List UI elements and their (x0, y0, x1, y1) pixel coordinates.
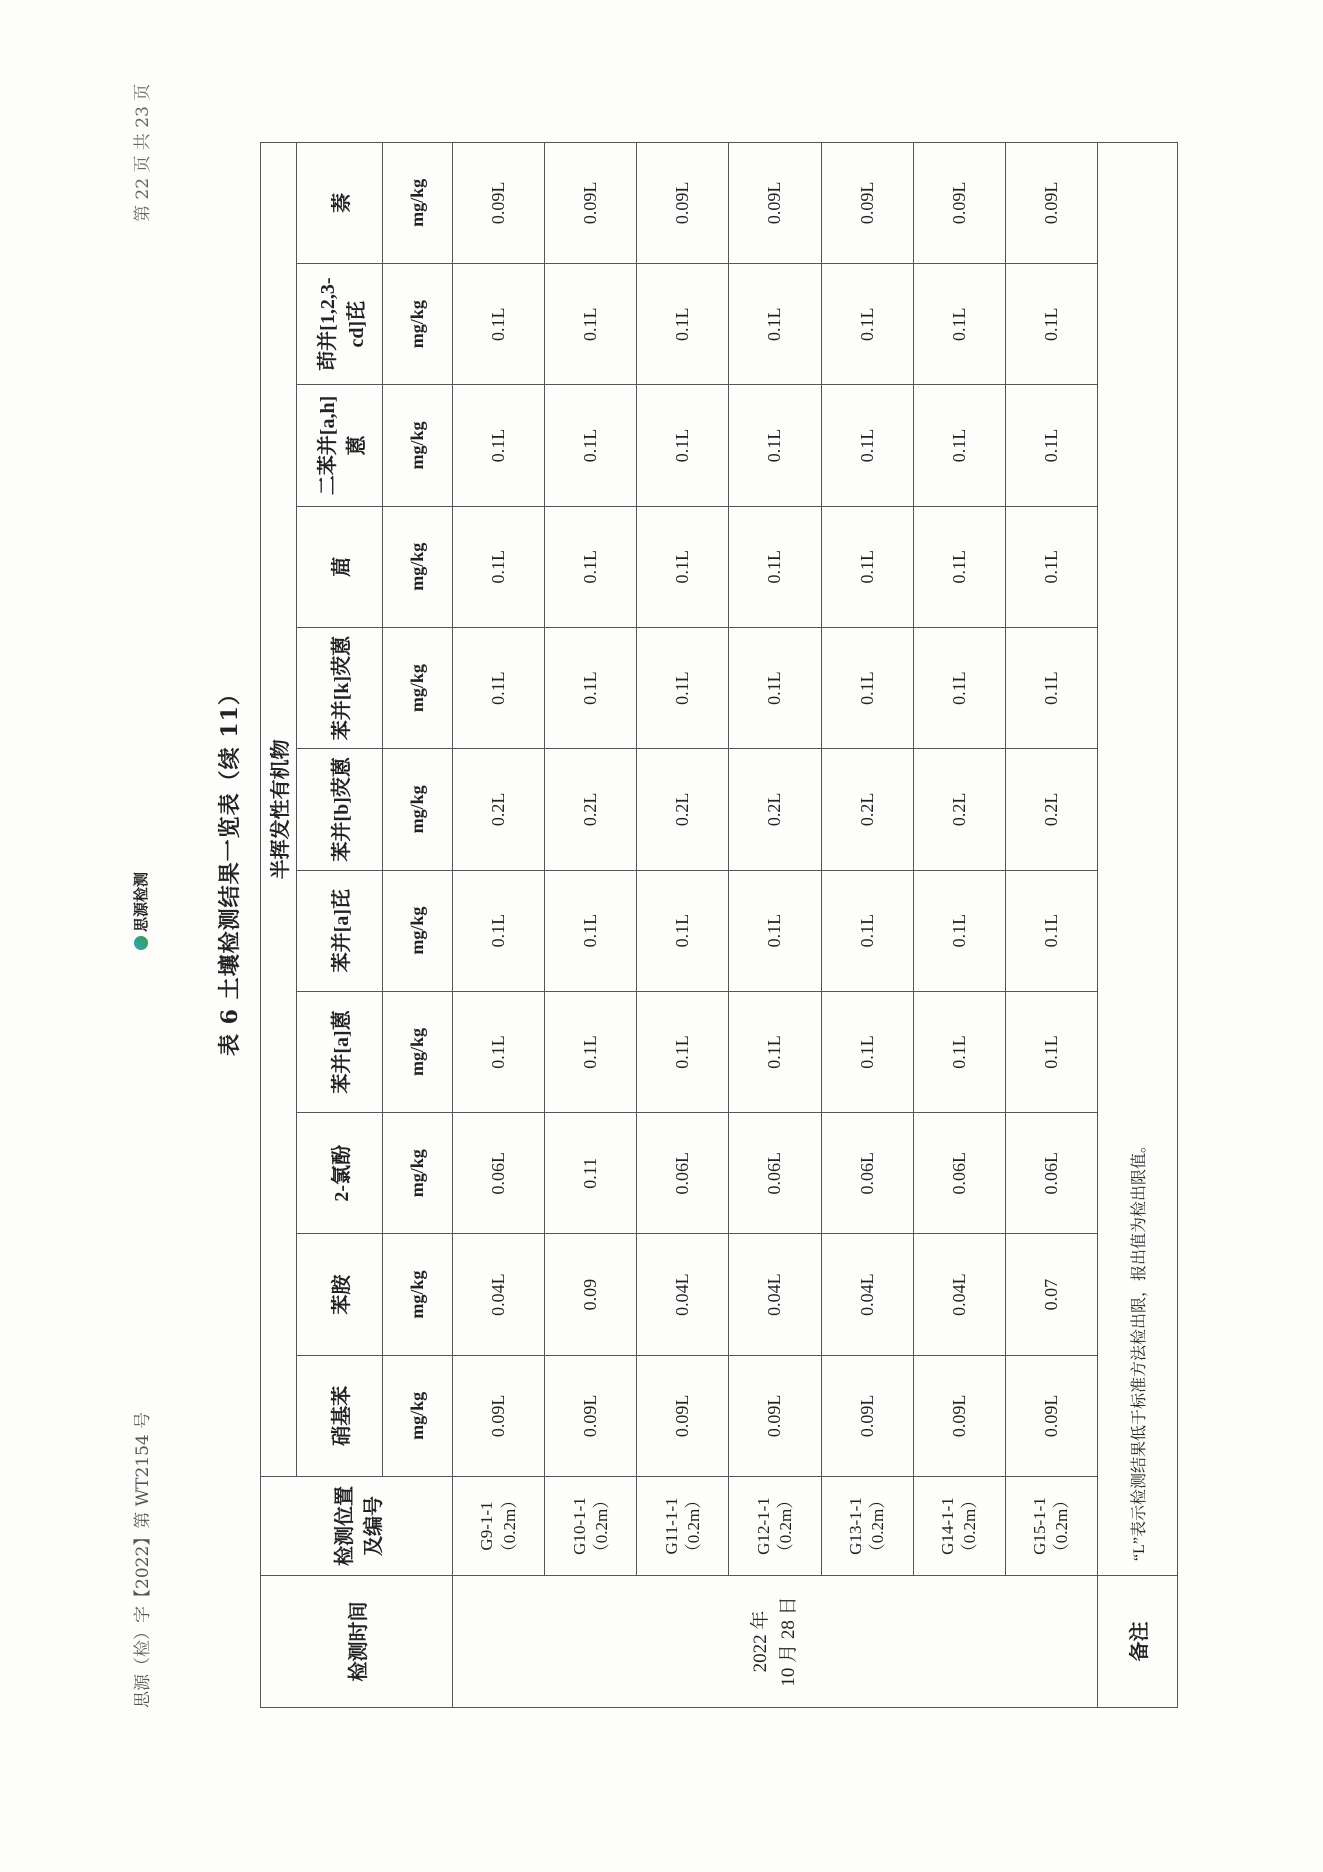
analyte-header: 苯并[a]芘 (297, 870, 383, 991)
value-cell: 0.1L (545, 991, 637, 1112)
header-group-label: 半挥发性有机物 (261, 142, 297, 1476)
analyte-header: 苯并[b]荧蒽 (297, 749, 383, 870)
value-cell: 0.2L (913, 749, 1005, 870)
value-cell: 0.2L (545, 749, 637, 870)
value-cell: 0.1L (545, 870, 637, 991)
logo-icon (134, 936, 148, 950)
value-cell: 0.1L (913, 385, 1005, 506)
value-cell: 0.1L (545, 506, 637, 627)
sample-depth: （0.2m） (960, 1491, 980, 1561)
value-cell: 0.1L (453, 991, 545, 1112)
header-detection-time: 检测时间 (261, 1576, 453, 1708)
value-cell: 0.06L (729, 1113, 821, 1234)
value-cell: 0.06L (1005, 1113, 1097, 1234)
value-cell: 0.1L (637, 870, 729, 991)
table-row (729, 142, 821, 1707)
location-cell (729, 1477, 821, 1576)
value-cell: 0.07 (1005, 1234, 1097, 1355)
table-row (913, 142, 1005, 1707)
table-row (637, 142, 729, 1707)
results-body (453, 142, 1098, 1707)
value-cell: 0.1L (913, 627, 1005, 748)
unit-cell: mg/kg (383, 991, 453, 1112)
value-cell: 0.06L (821, 1113, 913, 1234)
date-month-day: 10 月 28 日 (778, 1596, 799, 1687)
location-cell (821, 1477, 913, 1576)
value-cell: 0.09L (821, 142, 913, 263)
results-table (260, 142, 1178, 1708)
value-cell: 0.1L (1005, 627, 1097, 748)
note-label: 备注 (1098, 1576, 1178, 1708)
value-cell: 0.06L (453, 1113, 545, 1234)
value-cell: 0.1L (913, 991, 1005, 1112)
value-cell: 0.2L (637, 749, 729, 870)
value-cell: 0.1L (821, 506, 913, 627)
value-cell: 0.04L (453, 1234, 545, 1355)
value-cell: 0.1L (821, 991, 913, 1112)
results-table-container (260, 143, 1178, 1708)
logo-text: 思源检测 (132, 871, 150, 932)
value-cell: 0.04L (637, 1234, 729, 1355)
value-cell: 0.09L (729, 1355, 821, 1476)
page-number: 第 22 页 共 23 页 (133, 83, 153, 222)
value-cell: 0.04L (821, 1234, 913, 1355)
location-cell (545, 1477, 637, 1576)
value-cell: 0.1L (1005, 385, 1097, 506)
value-cell: 0.1L (1005, 264, 1097, 385)
table-row (821, 142, 913, 1707)
value-cell: 0.09L (1005, 142, 1097, 263)
analyte-header: 茚并[1,2,3-cd]芘 (297, 264, 383, 385)
value-cell: 0.09L (453, 142, 545, 263)
value-cell: 0.1L (821, 264, 913, 385)
value-cell: 0.1L (637, 506, 729, 627)
value-cell: 0.09L (545, 1355, 637, 1476)
value-cell: 0.1L (729, 627, 821, 748)
company-logo (130, 872, 151, 950)
unit-cell: mg/kg (383, 142, 453, 263)
value-cell: 0.09 (545, 1234, 637, 1355)
sample-id: G9-1-1 (477, 1501, 497, 1551)
value-cell: 0.1L (545, 264, 637, 385)
value-cell: 0.2L (729, 749, 821, 870)
value-cell: 0.1L (637, 385, 729, 506)
value-cell: 0.04L (729, 1234, 821, 1355)
sample-depth: （0.2m） (499, 1491, 519, 1561)
value-cell: 0.09L (913, 142, 1005, 263)
value-cell: 0.1L (453, 385, 545, 506)
value-cell: 0.1L (913, 506, 1005, 627)
value-cell: 0.09L (453, 1355, 545, 1476)
detection-date (453, 1576, 1098, 1708)
value-cell: 0.1L (1005, 506, 1097, 627)
sample-depth: （0.2m） (775, 1491, 795, 1561)
value-cell: 0.06L (637, 1113, 729, 1234)
value-cell: 0.1L (729, 264, 821, 385)
value-cell: 0.09L (637, 142, 729, 263)
unit-cell: mg/kg (383, 1113, 453, 1234)
unit-cell: mg/kg (383, 627, 453, 748)
value-cell: 0.1L (729, 991, 821, 1112)
analyte-header: 二苯并[a,h]蒽 (297, 385, 383, 506)
unit-cell: mg/kg (383, 506, 453, 627)
value-cell: 0.2L (821, 749, 913, 870)
sample-id: G14-1-1 (938, 1497, 958, 1555)
value-cell: 0.1L (453, 506, 545, 627)
value-cell: 0.09L (637, 1355, 729, 1476)
value-cell: 0.09L (913, 1355, 1005, 1476)
unit-header-row (383, 142, 453, 1707)
analyte-header: 萘 (297, 142, 383, 263)
value-cell: 0.1L (545, 385, 637, 506)
analyte-header: 苯胺 (297, 1234, 383, 1355)
analyte-header: 苯并[k]荧蒽 (297, 627, 383, 748)
value-cell: 0.1L (821, 385, 913, 506)
value-cell: 0.1L (453, 870, 545, 991)
value-cell: 0.1L (821, 627, 913, 748)
value-cell: 0.06L (913, 1113, 1005, 1234)
value-cell: 0.1L (637, 627, 729, 748)
analyte-header: 苯并[a]蒽 (297, 991, 383, 1112)
sample-id: G15-1-1 (1030, 1497, 1050, 1555)
unit-cell: mg/kg (383, 749, 453, 870)
value-cell: 0.1L (729, 870, 821, 991)
sample-depth: （0.2m） (591, 1491, 611, 1561)
analyte-header-row (297, 142, 383, 1707)
value-cell: 0.09L (1005, 1355, 1097, 1476)
analyte-header: 䓛 (297, 506, 383, 627)
sample-depth: （0.2m） (683, 1491, 703, 1561)
value-cell: 0.09L (729, 142, 821, 263)
sample-depth: （0.2m） (868, 1491, 888, 1561)
analyte-header: 2-氯酚 (297, 1113, 383, 1234)
sample-id: G13-1-1 (846, 1497, 866, 1555)
value-cell: 0.1L (913, 870, 1005, 991)
unit-cell: mg/kg (383, 1234, 453, 1355)
value-cell: 0.09L (821, 1355, 913, 1476)
unit-cell: mg/kg (383, 1355, 453, 1476)
table-title: 表 6 土壤检测结果一览表（续 11） (217, 682, 243, 1056)
unit-cell: mg/kg (383, 870, 453, 991)
unit-cell: mg/kg (383, 385, 453, 506)
value-cell: 0.04L (913, 1234, 1005, 1355)
header-location: 检测位置及编号 (261, 1477, 453, 1576)
value-cell: 0.11 (545, 1113, 637, 1234)
value-cell: 0.2L (1005, 749, 1097, 870)
sample-id: G11-1-1 (661, 1497, 681, 1555)
value-cell: 0.1L (729, 506, 821, 627)
sample-depth: （0.2m） (1052, 1491, 1072, 1561)
value-cell: 0.1L (1005, 870, 1097, 991)
location-cell (453, 1477, 545, 1576)
value-cell: 0.1L (453, 627, 545, 748)
value-cell: 0.1L (1005, 991, 1097, 1112)
table-row (545, 142, 637, 1707)
location-cell (1005, 1477, 1097, 1576)
date-year: 2022 年 (749, 1610, 771, 1673)
unit-cell: mg/kg (383, 264, 453, 385)
value-cell: 0.1L (545, 627, 637, 748)
note-text: “L”表示检测结果低于标准方法检出限，报出值为检出限值。 (1098, 142, 1178, 1575)
document-number: 思源（检）字【2022】第 WT2154 号 (133, 1411, 153, 1708)
table-row (1005, 142, 1097, 1707)
value-cell: 0.2L (453, 749, 545, 870)
value-cell: 0.1L (821, 870, 913, 991)
value-cell: 0.1L (729, 385, 821, 506)
value-cell: 0.1L (637, 264, 729, 385)
value-cell: 0.1L (913, 264, 1005, 385)
value-cell: 0.1L (453, 264, 545, 385)
location-cell (913, 1477, 1005, 1576)
analyte-header: 硝基苯 (297, 1355, 383, 1476)
value-cell: 0.1L (637, 991, 729, 1112)
value-cell: 0.09L (545, 142, 637, 263)
sample-id: G10-1-1 (569, 1497, 589, 1555)
sample-id: G12-1-1 (753, 1497, 773, 1555)
table-row (453, 142, 545, 1707)
location-cell (637, 1477, 729, 1576)
